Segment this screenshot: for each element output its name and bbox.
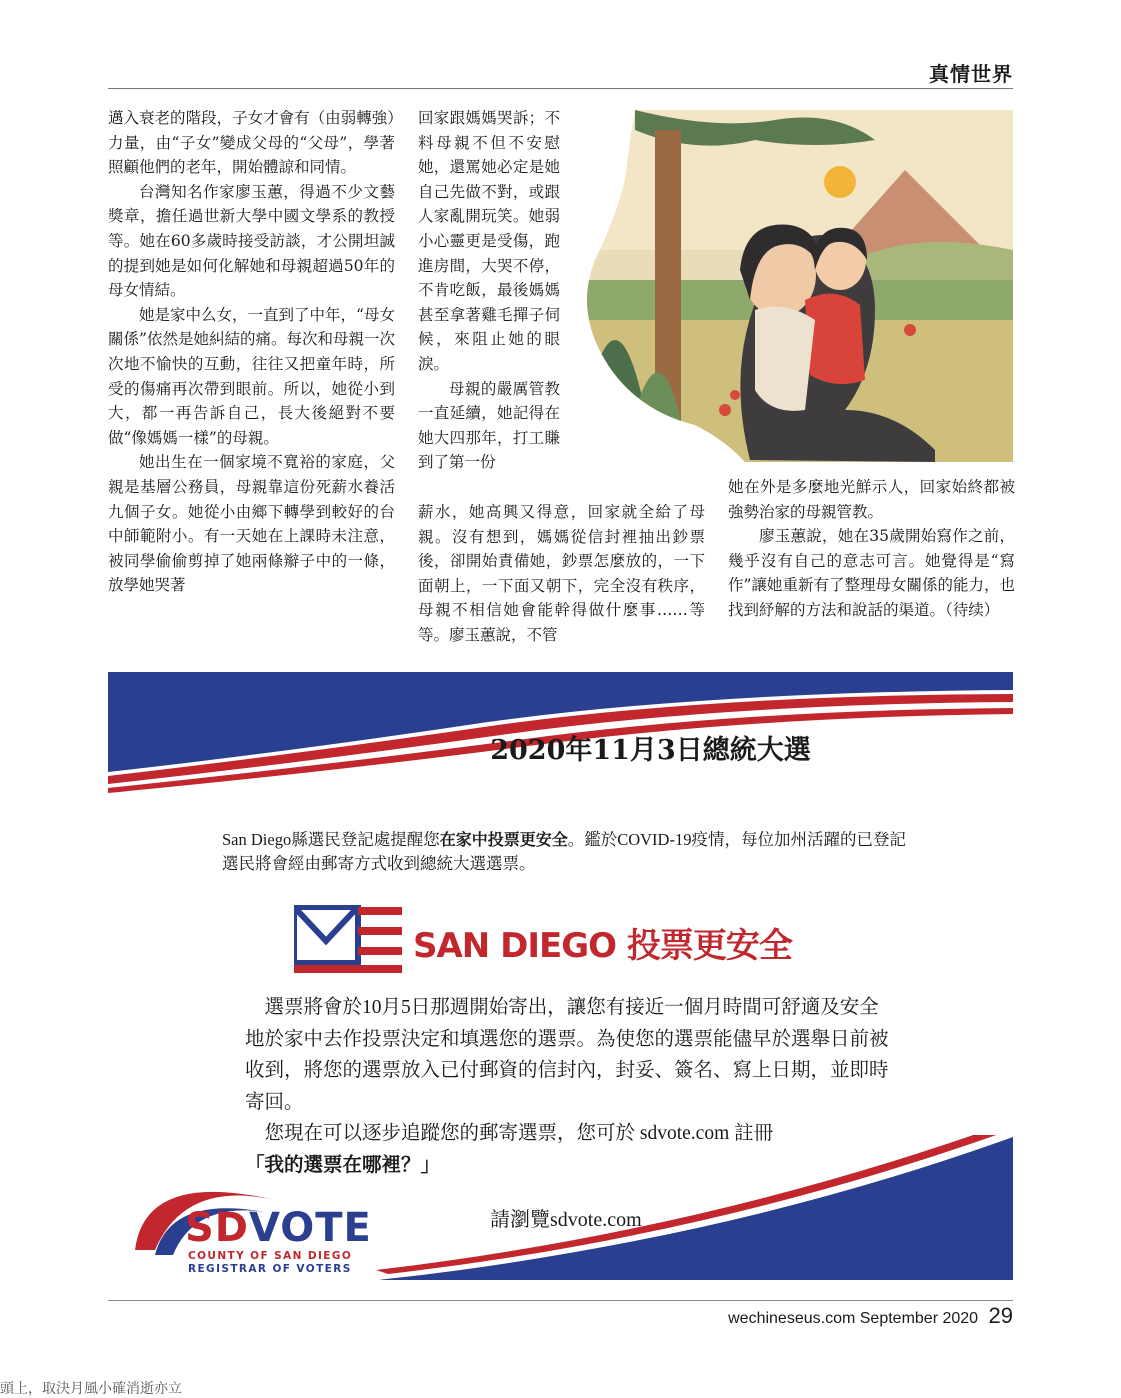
article-column-2-top [418,106,560,475]
footer-issue: September 2020 [859,1310,979,1327]
sdvote-wordmark [185,1205,372,1251]
footer-divider [108,1300,1013,1301]
sdvote-vote: VOTE [249,1205,372,1251]
notice-text [222,828,912,876]
article-column-1 [108,106,395,598]
notice-suffix: 。鑑於COVID-19疫情，每位加州活躍的已登記選民將會經由郵寄方式收到總統大選選票。 [222,830,906,873]
paragraph: 她是家中么女，一直到了中年，“母女關係”依然是她糾結的痛。每次和母親一次次地不愉快的互動，往往又把童年時，所受的傷痛再次帶到眼前。所以，她從小到大，都一再告訴自己，長大後絕對不要做“像媽媽一樣”的母親。 [108,305,395,447]
sdvote-line2: REGISTRAR OF VOTERS [188,1262,352,1275]
page-footer [728,1303,1013,1329]
sdvote-sd: SD [185,1205,250,1251]
bleed-text: 頭上，取決月風小確消逝亦立 [0,1381,182,1397]
envelope-flag-icon [294,905,402,975]
visit-website: 請瀏覽sdvote.com [490,1209,642,1231]
notice-prefix: San Diego縣選民登記處提醒您 [222,830,440,849]
logo-zh: 投票更安全 [626,926,792,966]
tracking-highlight: 「我的選票在哪裡？」 [245,1154,441,1176]
footer-site: wechineseus.com [728,1310,856,1327]
sdvote-subtitle [188,1250,352,1275]
paragraph: 廖玉蕙說，她在35歲開始寫作之前，幾乎沒有自己的意志可言。她覺得是“寫作”讓她重新有了整理母女關係的能力，也找到紓解的方法和說話的渠道。（待续） [728,527,1015,619]
paragraph: 她在外是多麼地光鮮示人，回家始終都被強勢治家的母親管教。 [728,478,1015,521]
notice-highlight: 在家中投票更安全 [439,830,568,849]
header-divider [108,88,1013,89]
page-number: 29 [988,1303,1013,1328]
section-title: 真情世界 [929,62,1013,86]
article-column-3 [728,475,1015,623]
logo-en: SAN DIEGO [413,926,617,966]
mother-child-illustration [575,110,1013,462]
article-column-2-bottom [418,500,705,648]
ballot-paragraph: 選票將會於10月5日那週開始寄出，讓您有接近一個月時間可舒適及安全地於家中去作投票決定和填選您的選票。為使您的選票能儘早於選舉日前被收到，將您的選票放入已付郵資的信封內，封妥、簽名、寫上日期，並即時寄回。 [245,997,889,1113]
paragraph: 邁入衰老的階段，子女才會有（由弱轉強）力量，由“子女”變成父母的“父母”，學著照顧他們的老年，開始體諒和同情。 [108,109,395,177]
paragraph: 回家跟媽媽哭訴；不料母親不但不安慰她，還罵她必定是她自己先做不對，或跟人家亂開玩笑。她弱小心靈更是受傷，跑進房間，大哭不停，不肯吃飯，最後媽媽甚至拿著雞毛撣子伺候，來阻止她的眼淚。 [418,109,560,373]
san-diego-logo-text [413,918,792,967]
paragraph: 她出生在一個家境不寬裕的家庭，父親是基層公務員，母親靠這份死薪水養活九個子女。她從小由鄉下轉學到較好的台中師範附小。有一天她在上課時未注意，被同學偷偷剪掉了她兩條辮子中的一條，放學她哭著 [108,453,395,595]
banner-title: 2020年11月3日總統大選 [490,735,811,766]
paragraph: 母親的嚴厲管教一直延續，她記得在她大四那年，打工賺到了第一份 [418,379,560,472]
paragraph: 台灣知名作家廖玉蕙，得過不少文藝獎章，擔任過世新大學中國文學系的教授等。她在60多歲時接受訪談，才公開坦誠的提到她是如何化解她和母親超過50年的母女情結。 [108,182,395,300]
tracking-paragraph: 您現在可以逐步追蹤您的郵寄選票，您可於 sdvote.com 註冊 [264,1123,774,1144]
sdvote-line1: COUNTY OF SAN DIEGO [188,1250,353,1262]
paragraph: 薪水，她高興又得意，回家就全給了母親。沒有想到，媽媽從信封裡抽出鈔票後，卻開始責備她，鈔票怎麼放的，一下面朝上，一下面又朝下，完全沒有秩序，母親不相信她會能幹得做什麼事……等等。廖玉蕙說，不管 [418,503,705,644]
